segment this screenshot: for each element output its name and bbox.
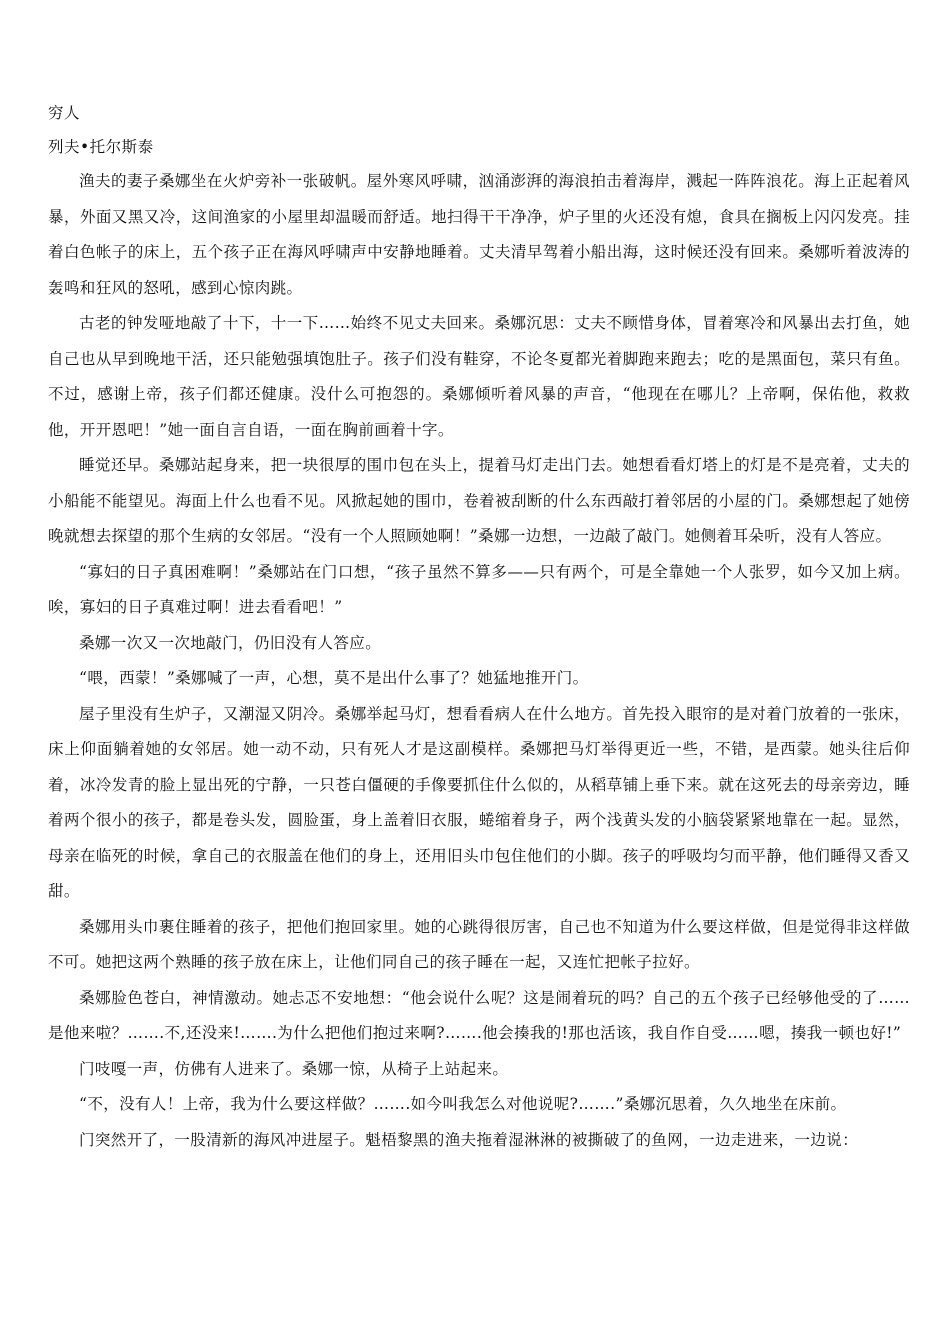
paragraph: 睡觉还早。桑娜站起身来，把一块很厚的围巾包在头上，提着马灯走出门去。她想看看灯塔上的灯是不是亮着，丈夫的小船能不能望见。海面上什么也看不见。风掀起她的围巾，卷着被刮断的什么东西敲打着邻居的小屋的门。桑娜想起了她傍晚就想去探望的那个生病的女邻居。“没有一个人照顾她啊！”桑娜一边想，一边敲了敲门。她侧着耳朵听，没有人答应。 — [48, 456, 910, 545]
document-page — [48, 96, 910, 1158]
paragraph: 桑娜脸色苍白，神情激动。她忐忑不安地想：“他会说什么呢？这是闹着玩的吗？自己的五个孩子已经够他受的了……是他来啦？…….不,还没来!…….为什么把他们抱过来啊?…….他会揍我的!那也活该，我自作自受……嗯，揍我一顿也好!” — [48, 988, 910, 1042]
paragraph: 渔夫的妻子桑娜坐在火炉旁补一张破帆。屋外寒风呼啸，汹涌澎湃的海浪拍击着海岸，溅起一阵阵浪花。海上正起着风暴，外面又黑又冷，这间渔家的小屋里却温暖而舒适。地扫得干干净净，炉子里的火还没有熄，食具在搁板上闪闪发亮。挂着白色帐子的床上，五个孩子正在海风呼啸声中安静地睡着。丈夫清早驾着小船出海，这时候还没有回来。桑娜听着波涛的轰鸣和狂风的怒吼，感到心惊肉跳。 — [48, 172, 910, 297]
paragraph: “不，没有人！上帝，我为什么要这样做？…….如今叫我怎么对他说呢?…….”桑娜沉思着，久久地坐在床前。 — [79, 1095, 847, 1113]
paragraph: 桑娜用头巾裹住睡着的孩子，把他们抱回家里。她的心跳得很厉害，自己也不知道为什么要这样做，但是觉得非这样做不可。她把这两个熟睡的孩子放在床上，让他们同自己的孩子睡在一起，又连忙把帐子拉好。 — [48, 917, 910, 971]
paragraph: “喂，西蒙！”桑娜喊了一声，心想，莫不是出什么事了？她猛地推开门。 — [79, 669, 589, 687]
paragraph: 门吱嘎一声，仿佛有人进来了。桑娜一惊，从椅子上站起来。 — [79, 1059, 509, 1078]
paragraph: 门突然开了，一股清新的海风冲进屋子。魁梧黎黑的渔夫拖着湿淋淋的被撕破了的鱼网，一边走进来，一边说： — [79, 1130, 859, 1149]
document-author: 列夫•托尔斯泰 — [48, 138, 154, 156]
paragraph: “寡妇的日子真困难啊！”桑娜站在门口想，“孩子虽然不算多——只有两个，可是全靠她一个人张罗，如今又加上病。唉，寡妇的日子真难过啊！进去看看吧！” — [48, 562, 910, 616]
document-title: 穷人 — [48, 104, 81, 122]
paragraph: 古老的钟发哑地敲了十下，十一下……始终不见丈夫回来。桑娜沉思：丈夫不顾惜身体，冒着寒冷和风暴出去打鱼，她自己也从早到晚地干活，还只能勉强填饱肚子。孩子们没有鞋穿，不论冬夏都光着脚跑来跑去；吃的是黑面包，菜只有鱼。不过，感谢上帝，孩子们都还健康。没什么可抱怨的。桑娜倾听着风暴的声音，“他现在在哪儿？上帝啊，保佑他，救救他，开开恩吧！”她一面自言自语，一面在胸前画着十字。 — [48, 314, 910, 439]
paragraph: 屋子里没有生炉子，又潮湿又阴冷。桑娜举起马灯，想看看病人在什么地方。首先投入眼帘的是对着门放着的一张床，床上仰面躺着她的女邻居。她一动不动，只有死人才是这副模样。桑娜把马灯举得更近一些，不错，是西蒙。她头往后仰着，冰冷发青的脸上显出死的宁静，一只苍白僵硬的手像要抓住什么似的，从稻草铺上垂下来。就在这死去的母亲旁边，睡着两个很小的孩子，都是卷头发，圆脸蛋，身上盖着旧衣服，蜷缩着身子，两个浅黄头发的小脑袋紧紧地靠在一起。显然，母亲在临死的时候，拿自己的衣服盖在他们的身上，还用旧头巾包住他们的小脚。孩子的呼吸均匀而平静，他们睡得又香又甜。 — [48, 704, 910, 900]
paragraph: 桑娜一次又一次地敲门，仍旧没有人答应。 — [79, 633, 382, 652]
